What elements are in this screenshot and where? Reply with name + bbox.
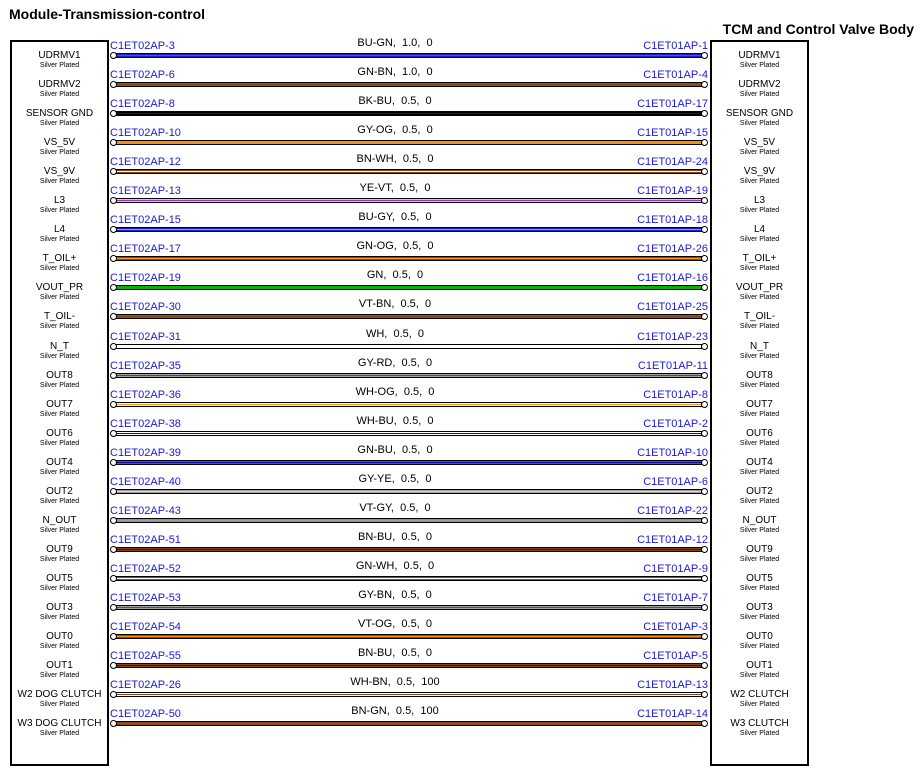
right-terminal-icon bbox=[701, 226, 708, 233]
pin-name: T_OIL+ bbox=[742, 253, 777, 264]
pin-plating: Silver Plated bbox=[739, 323, 780, 330]
left-terminal-icon bbox=[110, 343, 117, 350]
right-terminal-icon bbox=[701, 662, 708, 669]
pin-plating: Silver Plated bbox=[739, 469, 780, 476]
pin-plating: Silver Plated bbox=[39, 469, 80, 476]
pin-name: OUT0 bbox=[46, 631, 73, 642]
pin-plating: Silver Plated bbox=[39, 556, 80, 563]
pin-plating: Silver Plated bbox=[39, 207, 80, 214]
wire-stripe bbox=[116, 578, 701, 579]
pin-name: W3 DOG CLUTCH bbox=[17, 718, 102, 729]
wire-stripe bbox=[116, 549, 701, 550]
pin-plating: Silver Plated bbox=[739, 382, 780, 389]
pin-name: UDRMV1 bbox=[738, 50, 781, 61]
wire-stripe bbox=[116, 723, 701, 724]
pin-plating: Silver Plated bbox=[739, 149, 780, 156]
pin-name: VS_5V bbox=[43, 137, 76, 148]
left-connector-pin: C1ET02AP-31 bbox=[110, 331, 181, 343]
wire-row bbox=[0, 502, 923, 534]
wire-row bbox=[0, 66, 923, 98]
pin-name: N_T bbox=[50, 341, 69, 352]
pin-plating: Silver Plated bbox=[739, 643, 780, 650]
wire-row bbox=[0, 415, 923, 447]
left-terminal-icon bbox=[110, 313, 117, 320]
pin-plating: Silver Plated bbox=[739, 353, 780, 360]
pin-name: OUT5 bbox=[46, 573, 73, 584]
wire bbox=[115, 256, 702, 261]
wire-row bbox=[0, 560, 923, 592]
left-terminal-icon bbox=[110, 691, 117, 698]
wire-row bbox=[0, 211, 923, 243]
left-terminal-icon bbox=[110, 430, 117, 437]
right-terminal-icon bbox=[701, 517, 708, 524]
left-connector-pin: C1ET02AP-10 bbox=[110, 127, 181, 139]
left-connector-pin: C1ET02AP-17 bbox=[110, 243, 181, 255]
wire bbox=[115, 373, 702, 378]
pin-name: OUT2 bbox=[746, 486, 773, 497]
pin-plating: Silver Plated bbox=[39, 178, 80, 185]
right-terminal-icon bbox=[701, 691, 708, 698]
wire-spec: WH-BN, 0.5, 100 bbox=[350, 676, 440, 688]
pin-plating: Silver Plated bbox=[739, 440, 780, 447]
wire-spec: BU-GN, 1.0, 0 bbox=[357, 37, 433, 49]
pin-name: T_OIL- bbox=[43, 311, 76, 322]
left-terminal-icon bbox=[110, 575, 117, 582]
wire-spec: GN-BN, 1.0, 0 bbox=[357, 66, 433, 78]
wire-spec: GY-RD, 0.5, 0 bbox=[357, 357, 433, 369]
pin-plating: Silver Plated bbox=[39, 353, 80, 360]
right-terminal-icon bbox=[701, 575, 708, 582]
wire-stripe bbox=[116, 316, 701, 317]
pin-name: VOUT_PR bbox=[35, 282, 84, 293]
pin-plating: Silver Plated bbox=[739, 614, 780, 621]
wire-stripe bbox=[116, 520, 701, 521]
wire-stripe bbox=[116, 607, 701, 608]
pin-plating: Silver Plated bbox=[739, 556, 780, 563]
wire-row bbox=[0, 182, 923, 214]
wire-row bbox=[0, 589, 923, 621]
right-connector-pin: C1ET01AP-4 bbox=[643, 69, 708, 81]
wire bbox=[115, 518, 702, 523]
left-terminal-icon bbox=[110, 226, 117, 233]
pin-name: SENSOR GND bbox=[25, 108, 94, 119]
wire-spec: VT-BN, 0.5, 0 bbox=[358, 298, 432, 310]
left-terminal-icon bbox=[110, 459, 117, 466]
pin-plating: Silver Plated bbox=[39, 120, 80, 127]
pin-name: OUT7 bbox=[46, 399, 73, 410]
left-terminal-icon bbox=[110, 284, 117, 291]
wire bbox=[115, 692, 702, 697]
pin-name: L4 bbox=[53, 224, 66, 235]
wire-row bbox=[0, 240, 923, 272]
left-terminal-icon bbox=[110, 81, 117, 88]
left-connector-pin: C1ET02AP-35 bbox=[110, 360, 181, 372]
wire-spec: BN-WH, 0.5, 0 bbox=[356, 153, 434, 165]
left-terminal-icon bbox=[110, 662, 117, 669]
wire-spec: GN-WH, 0.5, 0 bbox=[355, 560, 435, 572]
wire bbox=[115, 634, 702, 639]
pin-plating: Silver Plated bbox=[39, 236, 80, 243]
wire bbox=[115, 314, 702, 319]
right-terminal-icon bbox=[701, 110, 708, 117]
pin-plating: Silver Plated bbox=[39, 382, 80, 389]
right-terminal-icon bbox=[701, 430, 708, 437]
left-terminal-icon bbox=[110, 401, 117, 408]
wire-row bbox=[0, 647, 923, 679]
wire-spec: WH, 0.5, 0 bbox=[365, 328, 425, 340]
wire-row bbox=[0, 357, 923, 389]
right-terminal-icon bbox=[701, 488, 708, 495]
pin-name: VS_9V bbox=[43, 166, 76, 177]
pin-plating: Silver Plated bbox=[39, 411, 80, 418]
pin-name: OUT6 bbox=[746, 428, 773, 439]
pin-name: OUT4 bbox=[746, 457, 773, 468]
wire-stripe bbox=[116, 346, 701, 347]
pin-plating: Silver Plated bbox=[739, 411, 780, 418]
wire-spec: GN-BU, 0.5, 0 bbox=[357, 444, 433, 456]
left-connector-pin: C1ET02AP-51 bbox=[110, 534, 181, 546]
right-connector-pin: C1ET01AP-3 bbox=[643, 621, 708, 633]
pin-plating: Silver Plated bbox=[39, 643, 80, 650]
wire-stripe bbox=[116, 258, 701, 259]
pin-name: OUT1 bbox=[46, 660, 73, 671]
right-connector-pin: C1ET01AP-11 bbox=[637, 360, 708, 372]
right-terminal-icon bbox=[701, 139, 708, 146]
pin-plating: Silver Plated bbox=[39, 294, 80, 301]
right-terminal-icon bbox=[701, 255, 708, 262]
wire-row bbox=[0, 676, 923, 708]
pin-name: N_OUT bbox=[742, 515, 777, 526]
right-terminal-icon bbox=[701, 343, 708, 350]
wire-stripe bbox=[116, 142, 701, 143]
right-connector-pin: C1ET01AP-26 bbox=[637, 243, 708, 255]
wire bbox=[115, 82, 702, 87]
wire-row bbox=[0, 37, 923, 69]
pin-plating: Silver Plated bbox=[39, 149, 80, 156]
right-terminal-icon bbox=[701, 720, 708, 727]
pin-name: OUT9 bbox=[746, 544, 773, 555]
pin-plating: Silver Plated bbox=[739, 294, 780, 301]
right-connector-pin: C1ET01AP-9 bbox=[643, 563, 708, 575]
pin-name: UDRMV2 bbox=[38, 79, 81, 90]
left-terminal-icon bbox=[110, 52, 117, 59]
left-terminal-icon bbox=[110, 633, 117, 640]
wire-row bbox=[0, 386, 923, 418]
pin-name: VS_9V bbox=[743, 166, 776, 177]
left-terminal-icon bbox=[110, 546, 117, 553]
pin-name: SENSOR GND bbox=[725, 108, 794, 119]
wire-spec: GY-YE, 0.5, 0 bbox=[358, 473, 432, 485]
wire-stripe bbox=[116, 665, 701, 666]
right-terminal-icon bbox=[701, 313, 708, 320]
wire bbox=[115, 111, 702, 116]
left-connector-pin: C1ET02AP-40 bbox=[110, 476, 181, 488]
pin-plating: Silver Plated bbox=[39, 498, 80, 505]
right-connector-pin: C1ET01AP-2 bbox=[643, 418, 708, 430]
wire bbox=[115, 227, 702, 232]
right-terminal-icon bbox=[701, 284, 708, 291]
wire bbox=[115, 169, 702, 174]
pin-plating: Silver Plated bbox=[739, 120, 780, 127]
wire bbox=[115, 140, 702, 145]
pin-name: OUT7 bbox=[746, 399, 773, 410]
left-terminal-icon bbox=[110, 255, 117, 262]
pin-plating: Silver Plated bbox=[739, 672, 780, 679]
right-connector-pin: C1ET01AP-6 bbox=[643, 476, 708, 488]
right-connector-pin: C1ET01AP-5 bbox=[643, 650, 708, 662]
left-connector-pin: C1ET02AP-36 bbox=[110, 389, 181, 401]
left-connector-pin: C1ET02AP-26 bbox=[110, 679, 181, 691]
wire bbox=[115, 576, 702, 581]
wire-stripe bbox=[116, 375, 701, 376]
wire-row bbox=[0, 531, 923, 563]
wire-row bbox=[0, 328, 923, 360]
pin-name: OUT4 bbox=[46, 457, 73, 468]
wire-stripe bbox=[116, 694, 701, 695]
wire-row bbox=[0, 298, 923, 330]
left-terminal-icon bbox=[110, 139, 117, 146]
wire-stripe bbox=[116, 462, 701, 463]
pin-plating: Silver Plated bbox=[39, 440, 80, 447]
right-terminal-icon bbox=[701, 52, 708, 59]
wire bbox=[115, 721, 702, 726]
wire bbox=[115, 53, 702, 58]
left-connector-pin: C1ET02AP-6 bbox=[110, 69, 175, 81]
pin-name: T_OIL+ bbox=[42, 253, 77, 264]
wire-row bbox=[0, 618, 923, 650]
wire-stripe bbox=[116, 55, 701, 56]
pin-name: L3 bbox=[753, 195, 766, 206]
left-connector-pin: C1ET02AP-12 bbox=[110, 156, 181, 168]
left-terminal-icon bbox=[110, 604, 117, 611]
right-connector-pin: C1ET01AP-25 bbox=[637, 301, 708, 313]
right-connector-pin: C1ET01AP-8 bbox=[643, 389, 708, 401]
pin-name: OUT5 bbox=[746, 573, 773, 584]
wire bbox=[115, 663, 702, 668]
left-terminal-icon bbox=[110, 720, 117, 727]
pin-name: OUT9 bbox=[46, 544, 73, 555]
right-terminal-icon bbox=[701, 372, 708, 379]
wire bbox=[115, 344, 702, 349]
right-connector-pin: C1ET01AP-10 bbox=[637, 447, 708, 459]
pin-name: UDRMV2 bbox=[738, 79, 781, 90]
wire-stripe bbox=[116, 171, 701, 172]
left-terminal-icon bbox=[110, 197, 117, 204]
left-connector-pin: C1ET02AP-15 bbox=[110, 214, 181, 226]
right-connector-pin: C1ET01AP-7 bbox=[643, 592, 708, 604]
pin-name: OUT8 bbox=[46, 370, 73, 381]
wire-row bbox=[0, 95, 923, 127]
left-connector-pin: C1ET02AP-8 bbox=[110, 98, 175, 110]
left-connector-pin: C1ET02AP-13 bbox=[110, 185, 181, 197]
wire-stripe bbox=[116, 433, 701, 434]
right-terminal-icon bbox=[701, 197, 708, 204]
wire-row bbox=[0, 153, 923, 185]
wire-stripe bbox=[116, 84, 701, 85]
left-connector-pin: C1ET02AP-50 bbox=[110, 708, 181, 720]
right-terminal-icon bbox=[701, 168, 708, 175]
pin-plating: Silver Plated bbox=[739, 498, 780, 505]
wire-spec: BN-GN, 0.5, 100 bbox=[351, 705, 439, 717]
wire-stripe bbox=[116, 287, 701, 288]
pin-name: T_OIL- bbox=[743, 311, 776, 322]
wire-stripe bbox=[116, 636, 701, 637]
wire bbox=[115, 547, 702, 552]
pin-name: OUT2 bbox=[46, 486, 73, 497]
right-terminal-icon bbox=[701, 546, 708, 553]
wire-stripe bbox=[116, 491, 701, 492]
wire-spec: BN-BU, 0.5, 0 bbox=[358, 647, 432, 659]
right-connector-pin: C1ET01AP-13 bbox=[637, 679, 708, 691]
right-connector-pin: C1ET01AP-16 bbox=[637, 272, 708, 284]
pin-name: W2 CLUTCH bbox=[730, 689, 789, 700]
wire-spec: BU-GY, 0.5, 0 bbox=[358, 211, 432, 223]
pin-plating: Silver Plated bbox=[39, 323, 80, 330]
wire bbox=[115, 489, 702, 494]
right-terminal-icon bbox=[701, 604, 708, 611]
wire-row bbox=[0, 473, 923, 505]
right-connector-pin: C1ET01AP-17 bbox=[637, 98, 708, 110]
left-connector-pin: C1ET02AP-43 bbox=[110, 505, 181, 517]
pin-name: VOUT_PR bbox=[735, 282, 784, 293]
wire bbox=[115, 198, 702, 203]
right-connector-pin: C1ET01AP-23 bbox=[637, 331, 708, 343]
pin-plating: Silver Plated bbox=[739, 527, 780, 534]
wire-stripe bbox=[116, 404, 701, 405]
pin-name: OUT0 bbox=[746, 631, 773, 642]
wire bbox=[115, 402, 702, 407]
left-connector-pin: C1ET02AP-19 bbox=[110, 272, 181, 284]
wire-spec: GY-BN, 0.5, 0 bbox=[358, 589, 432, 601]
right-connector-pin: C1ET01AP-14 bbox=[637, 708, 708, 720]
right-connector-pin: C1ET01AP-12 bbox=[637, 534, 708, 546]
left-connector-pin: C1ET02AP-53 bbox=[110, 592, 181, 604]
wire-row bbox=[0, 124, 923, 156]
pin-plating: Silver Plated bbox=[739, 730, 780, 737]
wire-spec: YE-VT, 0.5, 0 bbox=[359, 182, 431, 194]
pin-plating: Silver Plated bbox=[39, 701, 80, 708]
pin-plating: Silver Plated bbox=[739, 207, 780, 214]
right-connector-pin: C1ET01AP-24 bbox=[637, 156, 708, 168]
wire-spec: GN-OG, 0.5, 0 bbox=[356, 240, 434, 252]
pin-name: OUT3 bbox=[46, 602, 73, 613]
left-connector-pin: C1ET02AP-38 bbox=[110, 418, 181, 430]
left-module-title: Module-Transmission-control bbox=[9, 6, 206, 22]
pin-name: N_OUT bbox=[42, 515, 77, 526]
pin-plating: Silver Plated bbox=[39, 265, 80, 272]
pin-name: OUT6 bbox=[46, 428, 73, 439]
pin-name: W2 DOG CLUTCH bbox=[17, 689, 102, 700]
pin-plating: Silver Plated bbox=[39, 730, 80, 737]
right-connector-pin: C1ET01AP-1 bbox=[643, 40, 708, 52]
right-connector-pin: C1ET01AP-18 bbox=[637, 214, 708, 226]
wire-stripe bbox=[116, 229, 701, 230]
pin-plating: Silver Plated bbox=[739, 585, 780, 592]
wire-row bbox=[0, 705, 923, 737]
wire bbox=[115, 431, 702, 436]
wire bbox=[115, 460, 702, 465]
left-connector-pin: C1ET02AP-54 bbox=[110, 621, 181, 633]
pin-name: OUT3 bbox=[746, 602, 773, 613]
pin-plating: Silver Plated bbox=[39, 672, 80, 679]
left-connector-pin: C1ET02AP-39 bbox=[110, 447, 181, 459]
left-terminal-icon bbox=[110, 488, 117, 495]
pin-name: W3 CLUTCH bbox=[730, 718, 789, 729]
pin-name: N_T bbox=[750, 341, 769, 352]
pin-plating: Silver Plated bbox=[739, 62, 780, 69]
pin-name: VS_5V bbox=[743, 137, 776, 148]
pin-plating: Silver Plated bbox=[39, 62, 80, 69]
left-connector-pin: C1ET02AP-30 bbox=[110, 301, 181, 313]
pin-plating: Silver Plated bbox=[39, 585, 80, 592]
right-terminal-icon bbox=[701, 401, 708, 408]
left-connector-pin: C1ET02AP-55 bbox=[110, 650, 181, 662]
pin-plating: Silver Plated bbox=[739, 701, 780, 708]
wire-spec: VT-GY, 0.5, 0 bbox=[359, 502, 431, 514]
pin-plating: Silver Plated bbox=[39, 614, 80, 621]
wire bbox=[115, 605, 702, 610]
right-connector-pin: C1ET01AP-19 bbox=[637, 185, 708, 197]
wire-spec: GN, 0.5, 0 bbox=[366, 269, 424, 281]
left-terminal-icon bbox=[110, 110, 117, 117]
right-connector-pin: C1ET01AP-15 bbox=[637, 127, 708, 139]
pin-plating: Silver Plated bbox=[739, 178, 780, 185]
wire-spec: BN-BU, 0.5, 0 bbox=[358, 531, 432, 543]
pin-plating: Silver Plated bbox=[739, 91, 780, 98]
wire-spec: BK-BU, 0.5, 0 bbox=[358, 95, 432, 107]
left-terminal-icon bbox=[110, 168, 117, 175]
wire-stripe bbox=[116, 113, 701, 114]
pin-name: OUT1 bbox=[746, 660, 773, 671]
wire-spec: WH-OG, 0.5, 0 bbox=[355, 386, 435, 398]
right-terminal-icon bbox=[701, 633, 708, 640]
pin-name: UDRMV1 bbox=[38, 50, 81, 61]
wire-row bbox=[0, 269, 923, 301]
right-module-title: TCM and Control Valve Body bbox=[722, 21, 914, 37]
right-terminal-icon bbox=[701, 81, 708, 88]
pin-plating: Silver Plated bbox=[39, 527, 80, 534]
wire-spec: VT-OG, 0.5, 0 bbox=[358, 618, 432, 630]
left-connector-pin: C1ET02AP-52 bbox=[110, 563, 181, 575]
pin-name: L3 bbox=[53, 195, 66, 206]
pin-name: OUT8 bbox=[746, 370, 773, 381]
pin-plating: Silver Plated bbox=[739, 236, 780, 243]
left-terminal-icon bbox=[110, 517, 117, 524]
left-connector-pin: C1ET02AP-3 bbox=[110, 40, 175, 52]
wire-spec: WH-BU, 0.5, 0 bbox=[356, 415, 434, 427]
right-connector-pin: C1ET01AP-22 bbox=[637, 505, 708, 517]
right-terminal-icon bbox=[701, 459, 708, 466]
pin-plating: Silver Plated bbox=[39, 91, 80, 98]
pin-name: L4 bbox=[753, 224, 766, 235]
left-terminal-icon bbox=[110, 372, 117, 379]
wire bbox=[115, 285, 702, 290]
wire-stripe bbox=[116, 200, 701, 201]
pin-plating: Silver Plated bbox=[739, 265, 780, 272]
wire-row bbox=[0, 444, 923, 476]
wire-spec: GY-OG, 0.5, 0 bbox=[357, 124, 433, 136]
